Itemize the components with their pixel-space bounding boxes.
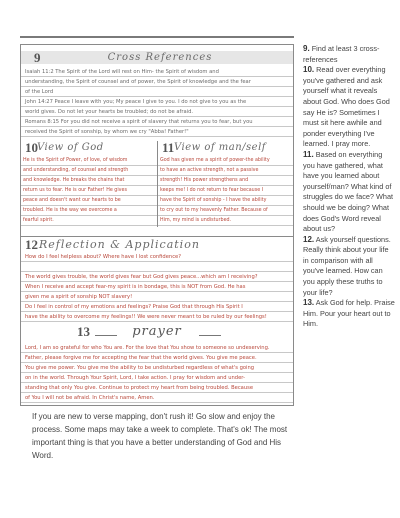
reflection-lines xyxy=(21,252,293,322)
verse-map-sheet xyxy=(20,44,294,406)
step-text: Find at least 3 cross-references xyxy=(303,44,380,64)
text-line: of the Lord xyxy=(21,87,293,97)
text-line: troubled. He is the way we overcome a xyxy=(21,206,157,216)
reflection-section xyxy=(21,236,293,322)
text-line: on in the world. Through Your Spirit, Lord, I take action. I pray for wisdom and under- xyxy=(21,373,293,383)
text-line: strength! His power strengthens and xyxy=(158,176,293,186)
footnote: If you are new to verse mapping, don't rush it! Go slow and enjoy the process. Some maps may take a week to complete. That's ok! The most important thing is that you have a better understanding of God and His Word. xyxy=(32,412,288,460)
text-line: standing that only You give. Continue to protect my heart from being troubled. Because xyxy=(21,383,293,393)
section-number: 12 xyxy=(25,236,38,252)
view-of-self-lines xyxy=(158,156,293,226)
view-of-god-lines xyxy=(21,156,157,226)
text-line: world gives. Do not let your hearts be troubled; do not be afraid. xyxy=(21,107,293,117)
view-of-self-header xyxy=(158,141,293,154)
view-of-self-section xyxy=(157,141,293,227)
section-title: Reflection & Application xyxy=(39,238,200,251)
step-number: 12. xyxy=(303,234,315,244)
step-item xyxy=(303,150,395,235)
step-number: 11. xyxy=(303,149,314,159)
text-line: to have an active strength, not a passive xyxy=(158,166,293,176)
step-item xyxy=(303,65,395,150)
reflection-header xyxy=(21,237,293,250)
step-text: Ask God for help. Praise Him. Pour your heart out to Him. xyxy=(303,298,395,329)
step-item xyxy=(303,298,395,330)
text-line: peace and doesn't want our hearts to be xyxy=(21,196,157,206)
prayer-section xyxy=(21,343,293,403)
text-line: How do I feel helpless about? Where have I lost confidence? xyxy=(21,252,293,262)
text-line: You give me power. You give me the ability to be undisturbed regardless of what's going xyxy=(21,363,293,373)
section-number: 11 xyxy=(162,139,175,155)
divider xyxy=(199,335,221,336)
text-line: When I receive and accept fear-my spirit is in bondage, this is NOT from God. He has xyxy=(21,282,293,292)
text-line: The world gives trouble, the world gives fear but God gives peace...which am I receiving? xyxy=(21,272,293,282)
step-text: Ask yourself questions. Really think about your life in comparison with all you've learned. How can you apply these truths to your life? xyxy=(303,234,391,297)
text-line: keeps me! I do not return to fear because I xyxy=(158,186,293,196)
step-number: 10. xyxy=(303,65,315,75)
prayer-header xyxy=(21,324,293,342)
instructions-column xyxy=(303,44,395,330)
section-number: 10 xyxy=(25,139,38,155)
text-line: Romans 8:15 For you did not receive a spirit of slavery that returns you to fear, but you xyxy=(21,117,293,127)
section-title: View of man/self xyxy=(174,142,267,153)
section-title: View of God xyxy=(37,142,104,153)
text-line: God has given me a spirit of power-the ability xyxy=(158,156,293,166)
step-text: Based on everything you have gathered, what have you learned about yourself/man? What kind of struggles do we face? What should we be doing? What does God's Word reveal about us? xyxy=(303,149,394,234)
step-text: Read over everything you've gathered and ask yourself what it reveals about God. Who does God say He is? Sometimes I must sit here awhile and ponder everything I've learned. I pray more. xyxy=(303,65,390,149)
text-line: and understanding, of counsel and strength xyxy=(21,166,157,176)
text-line: have the ability to overcome my feelings!! We were never meant to be ruled by our feelings! xyxy=(21,312,293,322)
view-of-god-section xyxy=(21,141,157,227)
text-line: Lord, I am so grateful for who You are. For the love that You show to someone so undeserving. xyxy=(21,343,293,353)
text-line: Do I feel in control of my emotions and feelings? Praise God that through His Spirit I xyxy=(21,302,293,312)
text-line xyxy=(21,262,293,272)
prayer-lines xyxy=(21,343,293,403)
step-number: 9. xyxy=(303,44,310,53)
text-line: John 14:27 Peace I leave with you; My peace I give to you. I do not give to you as the xyxy=(21,97,293,107)
section-title: prayer xyxy=(132,324,182,339)
text-line: understanding, the Spirit of counsel and of power, the Spirit of knowledge and the fear xyxy=(21,77,293,87)
section-number: 13 xyxy=(77,324,90,339)
text-line: have the Spirit of sonship - I have the ability xyxy=(158,196,293,206)
view-of-god-header xyxy=(21,141,157,154)
text-line: fearful spirit. xyxy=(21,216,157,226)
text-line: Father, please forgive me for accepting the fear that the world gives. You give me peace. xyxy=(21,353,293,363)
cross-references-lines xyxy=(21,67,293,137)
top-rule xyxy=(20,36,294,38)
text-line: to cry out to my heavenly Father. Because of xyxy=(158,206,293,216)
divider xyxy=(95,335,117,336)
text-line: Him, my mind is undisturbed. xyxy=(158,216,293,226)
cross-references-section xyxy=(21,51,293,137)
text-line: return us to fear. He is our Father! He gives xyxy=(21,186,157,196)
text-line: Isaiah 11:2 The Spirit of the Lord will rest on Him- the Spirit of wisdom and xyxy=(21,67,293,77)
section-title: Cross References xyxy=(107,52,213,63)
text-line: of You I will not be afraid. In Christ's name, Amen. xyxy=(21,393,293,403)
views-row xyxy=(21,141,293,227)
step-item xyxy=(303,235,395,299)
section-number: 9 xyxy=(34,49,41,65)
text-line: He is the Spirit of Power, of love, of wisdom xyxy=(21,156,157,166)
step-number: 13. xyxy=(303,298,315,308)
text-line: given me a spirit of sonship NOT slavery! xyxy=(21,292,293,302)
step-item xyxy=(303,44,395,65)
cross-references-header xyxy=(21,51,293,64)
text-line: and knowledge. He breaks the chains that xyxy=(21,176,157,186)
text-line: received the Spirit of sonship, by whom we cry "Abba! Father!" xyxy=(21,127,293,137)
